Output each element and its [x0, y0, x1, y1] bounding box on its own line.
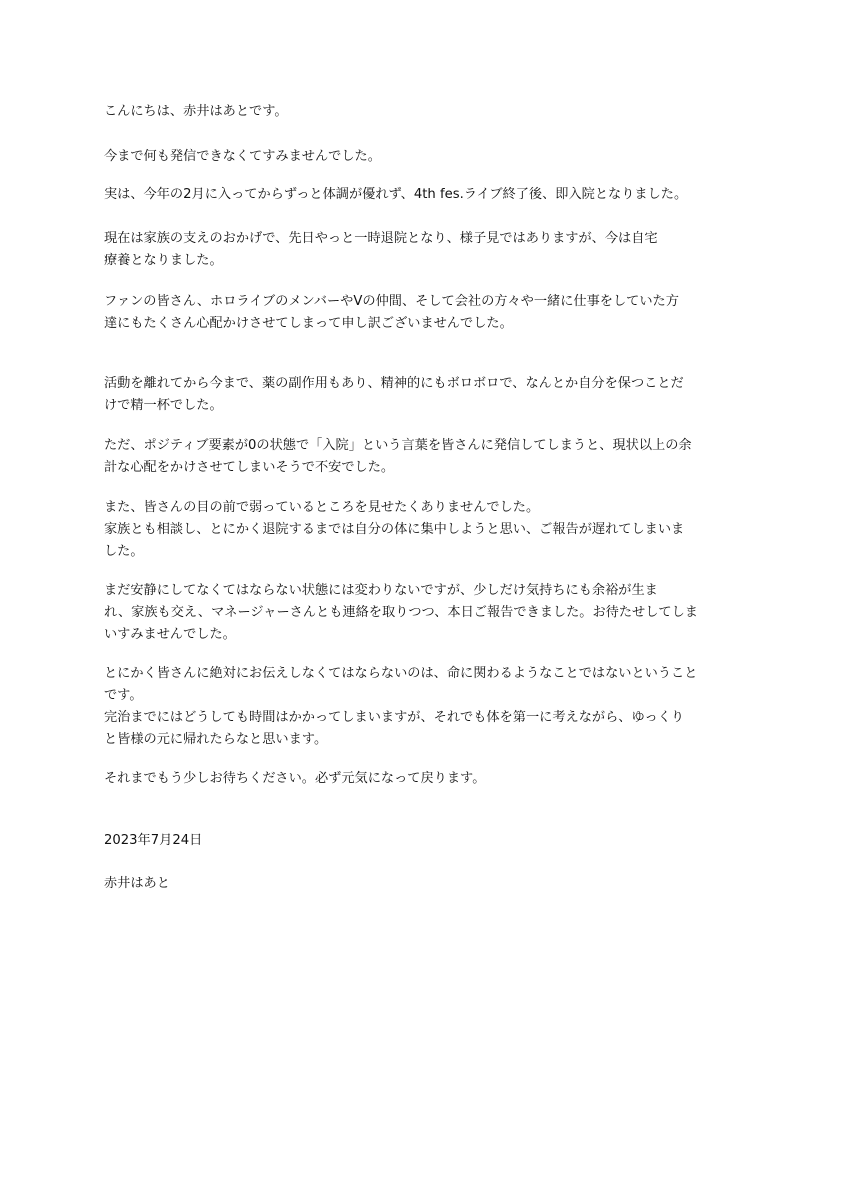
paragraph-closing: それまでもう少しお待ちください。必ず元気になって戻ります。 [104, 771, 486, 786]
letter-date: 2023年7月24日 [104, 833, 203, 848]
letter-signature: 赤井はあと [104, 876, 170, 891]
paragraph-reassurance-line-4: と皆様の元に帰れたらなと思います。 [104, 732, 328, 747]
greeting-line: こんにちは、赤井はあとです。 [104, 104, 288, 119]
paragraph-family-line-1: また、皆さんの目の前で弱っているところを見せたくありませんでした。 [104, 500, 540, 515]
paragraph-family-line-3: した。 [104, 544, 144, 559]
paragraph-side-effects-line-2: けで精一杯でした。 [104, 398, 223, 413]
paragraph-current-status-line-2: 療養となりました。 [104, 253, 223, 268]
paragraph-family-line-2: 家族とも相談し、とにかく退院するまでは自分の体に集中しようと思い、ご報告が遅れてしまいま [104, 522, 685, 537]
paragraph-current-status-line-1: 現在は家族の支えのおかげで、先日やっと一時退院となり、様子見ではありますが、今は自宅 [104, 231, 658, 246]
paragraph-thanks-line-2: 達にもたくさん心配かけさせてしまって申し訳ございませんでした。 [104, 316, 513, 331]
paragraph-recovery-line-1: まだ安静にしてなくてはならない状態には変わりないですが、少しだけ気持ちにも余裕が生ま [104, 583, 658, 598]
paragraph-reason-line-1: ただ、ポジティブ要素が0の状態で「入院」という言葉を皆さんに発信してしまうと、現状以上の余 [104, 438, 692, 453]
paragraph-reason-line-2: 計な心配をかけさせてしまいそうで不安でした。 [104, 460, 395, 475]
paragraph-reassurance-line-2: です。 [104, 688, 143, 703]
paragraph-thanks-line-1: ファンの皆さん、ホロライブのメンバーやVの仲間、そして会社の方々や一緒に仕事をしていた方 [104, 294, 679, 309]
paragraph-reassurance-line-3: 完治までにはどうしても時間はかかってしまいますが、それでも体を第一に考えながら、ゆっくり [104, 710, 685, 725]
paragraph-hospitalization: 実は、今年の2月に入ってからずっと体調が優れず、4th fes.ライブ終了後、即入院となりました。 [104, 187, 688, 202]
paragraph-recovery-line-2: れ、家族も交え、マネージャーさんとも連絡を取りつつ、本日ご報告できました。お待たせしてしま [104, 605, 698, 620]
paragraph-reassurance-line-1: とにかく皆さんに絶対にお伝えしなくてはならないのは、命に関わるようなことではないということ [104, 666, 698, 681]
paragraph-recovery-line-3: いすみませんでした。 [104, 627, 236, 642]
paragraph-side-effects-line-1: 活動を離れてから今まで、薬の副作用もあり、精神的にもボロボロで、なんとか自分を保つことだ [104, 376, 684, 391]
paragraph-apology: 今まで何も発信できなくてすみませんでした。 [104, 149, 381, 164]
